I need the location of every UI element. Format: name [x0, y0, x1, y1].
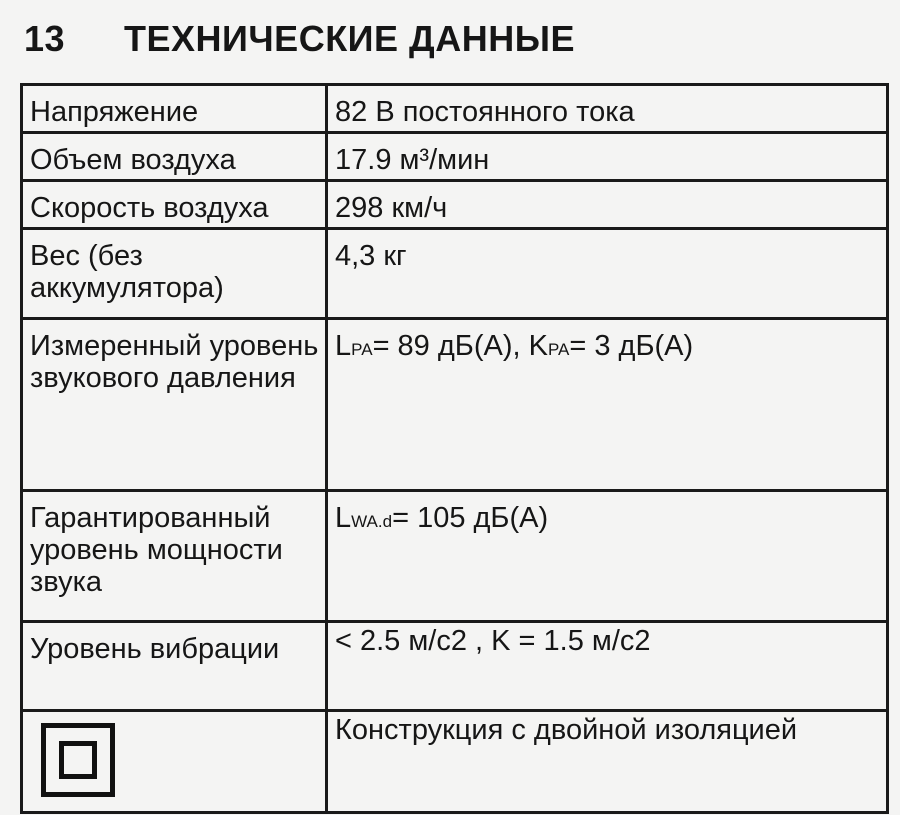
section-title: ТЕХНИЧЕСКИЕ ДАННЫЕ [124, 18, 575, 59]
sound-pressure-value [327, 319, 888, 491]
kpa-symbol: K [528, 330, 548, 362]
weight-label: Вес (без аккумулятора) [22, 229, 327, 319]
sound-power-label: Гарантированный уровень мощности звука [22, 491, 327, 622]
lpa-symbol: L [335, 330, 352, 362]
table-row-air-speed [22, 181, 888, 229]
air-volume-value: 17.9 м³/мин [327, 133, 888, 181]
insulation-value: Конструкция с двойной изоляцией [327, 711, 888, 813]
voltage-value: 82 В постоянного тока [327, 85, 888, 133]
vibration-label: Уровень вибрации [22, 622, 327, 711]
air-speed-label: Скорость воздуха [22, 181, 327, 229]
sound-pressure-label: Измеренный уровень звукового давления [22, 319, 327, 491]
weight-value: 4,3 кг [327, 229, 888, 319]
air-speed-value: 298 км/ч [327, 181, 888, 229]
table-row-vibration [22, 622, 888, 711]
lwa-subscript: WA.d [351, 512, 393, 531]
section-heading [24, 14, 575, 64]
table-row-voltage [22, 85, 888, 133]
sound-power-value [327, 491, 888, 622]
table-row-insulation [22, 711, 888, 813]
table-row-sound-power [22, 491, 888, 622]
double-insulation-inner-square [59, 741, 97, 779]
specs-table [20, 83, 889, 814]
double-insulation-icon [41, 723, 115, 797]
air-volume-label: Объем воздуха [22, 133, 327, 181]
lpa-subscript: PA [351, 340, 373, 359]
kpa-subscript: PA [547, 340, 570, 359]
lwa-value: = 105 дБ(А) [392, 502, 549, 534]
lpa-value: = 89 дБ(А), [372, 330, 521, 362]
table-row-weight [22, 229, 888, 319]
table-row-sound-pressure [22, 319, 888, 491]
insulation-symbol-cell [22, 711, 327, 813]
voltage-label: Напряжение [22, 85, 327, 133]
lwa-symbol: L [335, 502, 352, 534]
kpa-value: = 3 дБ(А) [569, 330, 694, 362]
section-number: 13 [24, 18, 66, 59]
vibration-value: < 2.5 м/с2 , K = 1.5 м/с2 [327, 622, 888, 711]
table-row-air-volume [22, 133, 888, 181]
